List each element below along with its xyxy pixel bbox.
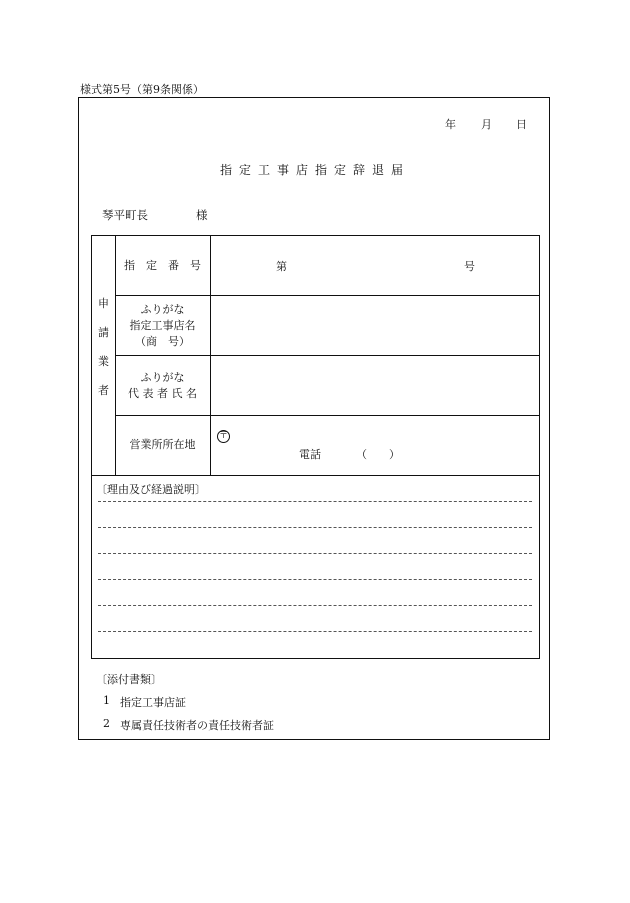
addressee-honorific: 様 — [196, 208, 208, 222]
date-day-label: 日 — [516, 118, 527, 131]
designation-number-prefix: 第 — [276, 260, 287, 273]
designation-number-suffix: 号 — [464, 260, 475, 273]
shop-name-field[interactable] — [212, 297, 538, 353]
row-divider — [115, 295, 540, 296]
date-month-label: 月 — [481, 118, 492, 131]
attachment-number: 2 — [103, 717, 110, 730]
designation-number-label: 指 定 番 号 — [124, 259, 201, 272]
representative-field[interactable] — [212, 357, 538, 413]
reason-heading: 〔理由及び経過説明〕 — [96, 483, 206, 496]
shop-name-sublabel: （商 号） — [135, 335, 190, 348]
attachment-number: 1 — [103, 694, 110, 707]
representative-furigana: ふりがな — [140, 371, 185, 384]
office-address-field[interactable] — [234, 418, 538, 473]
attachment-item: 専属責任技術者の責任技術者証 — [120, 719, 274, 732]
page-title: 指定工事店指定辞退届 — [219, 163, 410, 177]
office-address-label: 営業所所在地 — [129, 438, 196, 451]
representative-label-block — [115, 370, 210, 402]
representative-label: 代 表 者 氏 名 — [128, 387, 197, 400]
form-number: 様式第5号（第9条関係） — [80, 83, 204, 96]
row-divider — [115, 415, 540, 416]
row-divider — [91, 475, 540, 476]
column-divider — [210, 235, 211, 475]
shop-name-furigana: ふりがな — [140, 303, 185, 316]
row-divider — [115, 355, 540, 356]
phone-label: 電話 — [299, 448, 321, 461]
shop-name-label: 指定工事店名 — [129, 319, 196, 332]
reason-field[interactable] — [96, 497, 534, 653]
phone-parens: （ ） — [356, 448, 400, 461]
attachment-item: 指定工事店証 — [120, 696, 186, 709]
addressee-name: 琴平町長 — [102, 208, 148, 222]
date-year-label: 年 — [445, 118, 456, 131]
applicant-label: 申 請 業 者 — [98, 297, 109, 397]
shop-name-label-block — [115, 302, 210, 350]
attachments-heading: 〔添付書類〕 — [96, 673, 162, 686]
designation-number-field[interactable] — [292, 245, 460, 285]
postal-mark-icon: 〒 — [218, 431, 228, 441]
